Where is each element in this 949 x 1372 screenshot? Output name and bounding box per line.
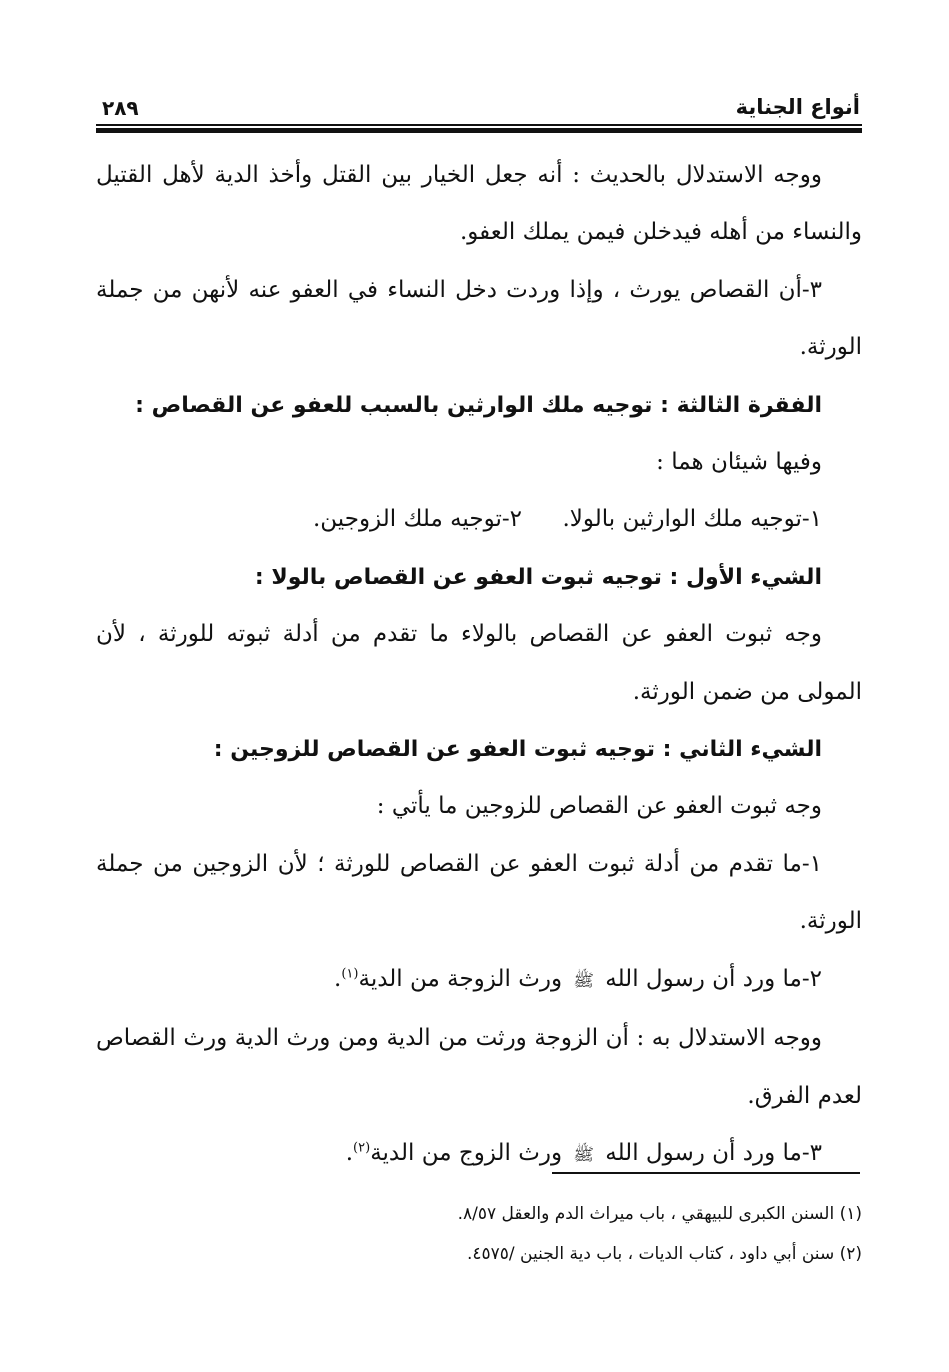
- footnote-ref[interactable]: (١): [341, 966, 359, 982]
- footnote-ref[interactable]: (٢): [353, 1140, 371, 1156]
- document-page: [96, 78, 862, 1318]
- paragraph: وجه ثبوت العفو عن القصاص بالولاء ما تقدم من أدلة ثبوته للورثة ، لأن المولى من ضمن الورثة.: [96, 621, 862, 705]
- header-rule-thick: [96, 128, 862, 133]
- list-item: ٢-توجيه ملك الزوجين.: [312, 506, 522, 533]
- paragraph: ٣-أن القصاص يورث ، وإذا وردت دخل النساء في العفو عنه لأنهن من جملة الورثة.: [96, 276, 862, 361]
- paragraph: ووجه الاستدلال به : أن الزوجة ورثت من الدية ومن ورث الدية ورث القصاص لعدم الفرق.: [96, 1025, 862, 1109]
- page-header: [96, 78, 862, 118]
- header-rule-thin: [96, 124, 862, 126]
- list-item: ١-توجيه ملك الوارثين بالولا.: [562, 506, 822, 533]
- page-number: ٢٨٩: [102, 96, 139, 120]
- paragraph: وجه ثبوت العفو عن القصاص للزوجين ما يأتي :: [376, 793, 822, 820]
- text-run: ٣-ما ورد أن رسول الله: [605, 1139, 822, 1166]
- paragraph: وفيها شيئان هما :: [656, 449, 822, 476]
- paragraph: ووجه الاستدلال بالحديث : أنه جعل الخيار بين القتل وأخذ الدية لأهل القتيل والنساء من أهله فيدخلن فيمن يملك العفو.: [96, 162, 862, 246]
- footnote: (١) السنن الكبرى للبيهقي ، باب ميراث الدم والعقل ٨/٥٧.: [457, 1204, 862, 1224]
- text-run: ورث الزوج من الدية: [370, 1139, 563, 1166]
- footnotes: [96, 1194, 862, 1274]
- paragraph: ١-ما تقدم من أدلة ثبوت العفو عن القصاص للورثة ؛ لأن الزوجين من جملة الورثة.: [96, 850, 862, 935]
- salawat-glyph: ﷺ: [573, 970, 594, 991]
- list-pair: [96, 491, 862, 548]
- paragraph: ٢-ما ورد أن رسول الله ﷺ ورث الزوجة من الدية$^{(١)}$.: [334, 965, 822, 992]
- body-text: [96, 147, 862, 1184]
- text-run: ٢-ما ورد أن رسول الله: [605, 965, 822, 992]
- section-heading: الشيء الثاني : توجيه ثبوت العفو عن القصاص للزوجين :: [213, 737, 822, 763]
- text-run: ورث الزوجة من الدية: [358, 965, 563, 992]
- salawat-glyph: ﷺ: [573, 1144, 594, 1165]
- section-heading: الشيء الأول : توجيه ثبوت العفو عن القصاص بالولا :: [254, 564, 822, 590]
- footnote-separator: [552, 1172, 860, 1174]
- section-heading: الفقرة الثالثة : توجيه ملك الوارثين بالسبب للعفو عن القصاص :: [135, 392, 822, 418]
- footnote: (٢) سنن أبي داود ، كتاب الديات ، باب دية الجنين /٤٥٧٥.: [466, 1244, 862, 1264]
- running-title: أنواع الجناية: [735, 95, 860, 119]
- paragraph: ٣-ما ورد أن رسول الله ﷺ ورث الزوج من الدية$^{(٢)}$.: [345, 1139, 822, 1166]
